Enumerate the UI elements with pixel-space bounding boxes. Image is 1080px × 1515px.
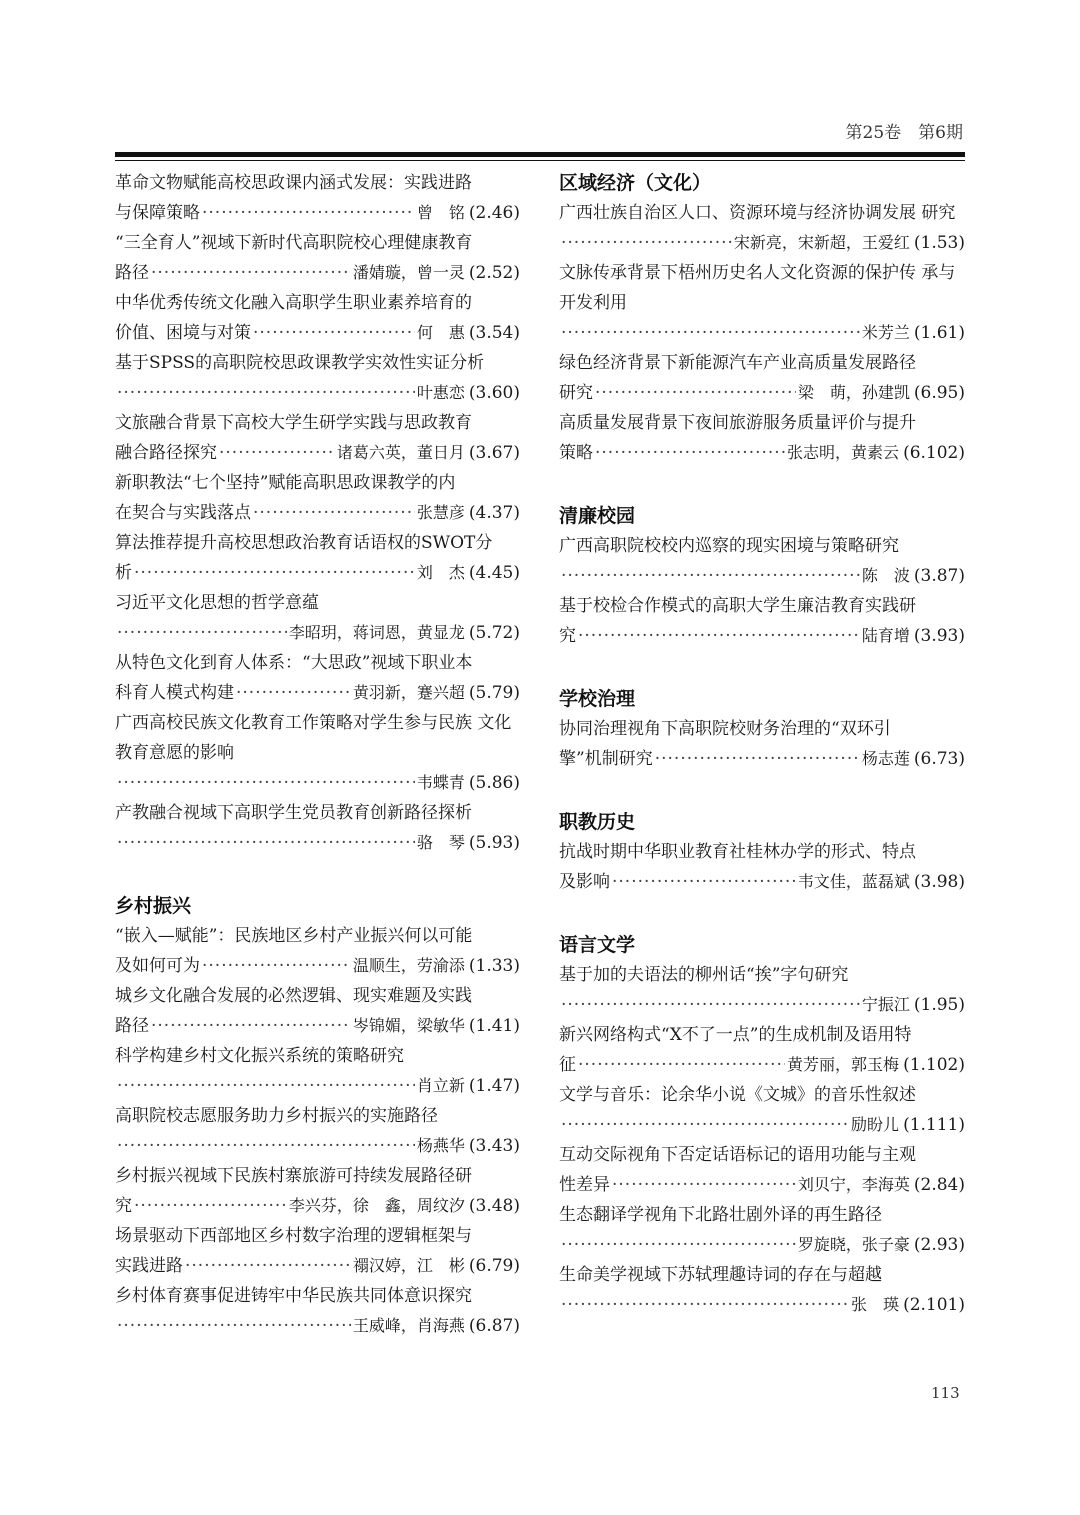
entry-title: 算法推荐提升高校思想政治教育话语权的SWOT分 [115,533,493,553]
entry-title: 产教融合视域下高职学生党员教育创新路径探析 [115,803,472,823]
entry-title-continuation: 擎”机制研究 [559,749,653,769]
entry-issue-page: (6.87) [468,1316,520,1336]
entry-title-continuation: 在契合与实践落点 [115,503,251,523]
entry-issue-page: (1.41) [468,1016,520,1036]
entry-byline [115,318,520,348]
entry-byline [559,1110,965,1140]
leader-dots [561,1290,849,1320]
entry-title: 从特色文化到育人体系：“大思政”视域下职业本 [115,653,473,673]
entry-issue-page: (6.102) [903,443,965,463]
entry-author: 潘婧璇，曾一灵 [352,263,465,282]
toc-entry [559,1020,965,1080]
entry-title: 习近平文化思想的哲学意蕴 [115,593,319,613]
entry-author: 禤汉婷，江 彬 [352,1256,465,1275]
leader-dots [151,1011,351,1041]
toc-entry [115,648,520,708]
entry-title: 城乡文化融合发展的必然逻辑、现实难题及实践 [115,986,472,1006]
entry-author: 励盼儿 [851,1115,900,1134]
toc-entry [559,714,965,774]
entry-title-continuation: 究 [559,626,576,646]
entry-title-continuation: 性差异 [559,1175,610,1195]
entry-title: 绿色经济背景下新能源汽车产业高质量发展路径 [559,353,916,373]
entry-title-continuation: 研究 [559,383,593,403]
toc-entry [559,1200,965,1260]
toc-entry [115,468,520,528]
entry-title: 协同治理视角下高职院校财务治理的“双环引 [559,719,891,739]
toc-entry [115,1101,520,1161]
entry-byline [115,951,520,981]
entry-author: 黄芳丽，郭玉梅 [787,1055,900,1074]
toc-entry [115,588,520,648]
leader-dots [561,990,860,1020]
leader-dots [612,867,796,897]
entry-byline [559,1290,965,1320]
entry-issue-page: (2.101) [903,1295,965,1315]
entry-byline [115,378,520,408]
leader-dots [202,951,351,981]
toc-entry [559,837,965,897]
entry-issue-page: (1.61) [913,323,965,343]
entry-author: 韦蝶青 [416,773,465,792]
entry-title: 抗战时期中华职业教育社桂林办学的形式、特点 [559,842,916,862]
entry-title: 乡村振兴视域下民族村寨旅游可持续发展路径研 [115,1166,472,1186]
entry-title-continuation: 及如何可为 [115,956,200,976]
entry-title: “嵌入—赋能”：民族地区乡村产业振兴何以可能 [115,926,473,946]
entry-byline [115,258,520,288]
entry-issue-page: (6.79) [468,1256,520,1276]
entry-issue-page: (1.53) [913,233,965,253]
entry-title-continuation: 与保障策略 [115,203,200,223]
entry-author: 王威峰，肖海燕 [352,1316,465,1335]
header-rule-thin [115,160,965,161]
entry-title: 场景驱动下西部地区乡村数字治理的逻辑框架与 [115,1226,472,1246]
entry-byline [559,867,965,897]
entry-byline [115,1191,520,1221]
entry-title: 基于校检合作模式的高职大学生廉洁教育实践研 [559,596,916,616]
entry-byline [115,768,520,798]
toc-entry [115,708,520,798]
entry-title: 文旅融合背景下高校大学生研学实践与思政教育 [115,413,472,433]
entry-issue-page: (3.93) [913,626,965,646]
toc-entry [115,528,520,588]
leader-dots [117,828,415,858]
leader-dots [134,1191,287,1221]
section-heading: 清廉校园 [559,505,636,527]
entry-author: 梁 萌，孙建凯 [797,383,910,402]
entry-issue-page: (5.79) [468,683,520,703]
toc-entry [115,1041,520,1101]
entry-author: 米芳兰 [861,323,910,342]
entry-title-continuation: 价值、困境与对策 [115,323,251,343]
section-heading: 区域经济（文化） [559,172,712,194]
toc-entry [115,981,520,1041]
entry-author: 韦文佳，蓝磊斌 [797,872,910,891]
entry-byline [115,678,520,708]
entry-author: 骆 琴 [416,833,465,852]
leader-dots [655,744,860,774]
leader-dots [561,1110,849,1140]
toc-entry [115,921,520,981]
entry-author: 杨燕华 [416,1136,465,1155]
entry-author: 张志明，黄素云 [787,443,900,462]
toc-entry [115,1281,520,1341]
entry-issue-page: (1.33) [468,956,520,976]
toc-entry [559,1080,965,1140]
entry-issue-page: (4.37) [468,503,520,523]
entry-title: 互动交际视角下否定话语标记的语用功能与主观 [559,1145,916,1165]
entry-issue-page: (1.102) [903,1055,965,1075]
entry-title: 中华优秀传统文化融入高职学生职业素养培育的 [115,293,472,313]
leader-dots [253,498,415,528]
entry-byline [559,318,965,348]
entry-issue-page: (1.111) [903,1115,965,1135]
entry-issue-page: (3.43) [468,1136,520,1156]
entry-author: 何 惠 [416,323,465,342]
leader-dots [561,1230,796,1260]
entry-issue-page: (6.95) [913,383,965,403]
entry-title: 基于SPSS的高职院校思政课教学实效性实证分析 [115,353,485,373]
entry-byline [559,1170,965,1200]
leader-dots [117,768,415,798]
entry-byline [559,1050,965,1080]
entry-title: 革命文物赋能高校思政课内涵式发展：实践进路 [115,173,472,193]
leader-dots [561,318,860,348]
entry-author: 肖立新 [416,1076,465,1095]
entry-issue-page: (2.46) [468,203,520,223]
entry-title: 生态翻译学视角下北路壮剧外译的再生路径 [559,1205,882,1225]
entry-issue-page: (4.45) [468,563,520,583]
issue-label: 第25卷 第6期 [845,123,963,143]
entry-author: 杨志莲 [861,749,910,768]
leader-dots [134,558,415,588]
entry-byline [559,228,965,258]
entry-byline [115,618,520,648]
entry-title: 广西壮族自治区人口、资源环境与经济协调发展 研究 [559,203,956,223]
entry-title: 高职院校志愿服务助力乡村振兴的实施路径 [115,1106,438,1126]
entry-byline [559,621,965,651]
entry-title-continuation: 究 [115,1196,132,1216]
entry-author: 黄羽新，蹇兴超 [352,683,465,702]
entry-title-continuation: 融合路径探究 [115,443,217,463]
leader-dots [236,678,351,708]
leader-dots [117,378,415,408]
entry-author: 宁振江 [861,995,910,1014]
entry-title: 广西高职院校校内巡察的现实困境与策略研究 [559,536,899,556]
entry-byline [559,744,965,774]
entry-title: 基于加的夫语法的柳州话“挨”字句研究 [559,965,849,985]
entry-author: 刘贝宁，李海英 [797,1175,910,1194]
entry-byline [115,438,520,468]
leader-dots [612,1170,796,1200]
entry-issue-page: (3.60) [468,383,520,403]
toc-entry [115,1161,520,1221]
entry-byline [115,1071,520,1101]
leader-dots [117,618,287,648]
entry-author: 曾 铭 [416,203,465,222]
toc-entry [115,168,520,228]
entry-title: 广西高校民族文化教育工作策略对学生参与民族 文化教育意愿的影响 [115,713,512,763]
section-heading: 职教历史 [559,811,636,833]
toc-entry [559,348,965,408]
leader-dots [578,621,860,651]
entry-author: 温顺生，劳渝添 [352,956,465,975]
leader-dots [117,1071,415,1101]
entry-byline [115,1131,520,1161]
section-heading: 语言文学 [559,934,636,956]
entry-title-continuation: 及影响 [559,872,610,892]
entry-issue-page: (1.47) [468,1076,520,1096]
entry-author: 李昭玥，蒋词恩，黄显龙 [288,623,465,642]
entry-title-continuation: 科育人模式构建 [115,683,234,703]
entry-byline [115,558,520,588]
entry-author: 陈 波 [861,566,910,585]
entry-title-continuation: 路径 [115,1016,149,1036]
entry-author: 刘 杰 [416,563,465,582]
entry-byline [559,990,965,1020]
toc-entry [115,348,520,408]
entry-issue-page: (2.52) [468,263,520,283]
entry-title-continuation: 路径 [115,263,149,283]
toc-entry [115,798,520,858]
entry-title: 新兴网络构式“X不了一点”的生成机制及语用特 [559,1025,912,1045]
toc-entry [559,1260,965,1320]
entry-title: 科学构建乡村文化振兴系统的策略研究 [115,1046,404,1066]
entry-issue-page: (6.73) [913,749,965,769]
toc-entry [559,591,965,651]
leader-dots [117,1311,351,1341]
entry-title: 高质量发展背景下夜间旅游服务质量评价与提升 [559,413,916,433]
toc-entry [559,258,965,348]
toc-entry [559,960,965,1020]
leader-dots [202,198,415,228]
leader-dots [117,1131,415,1161]
toc-entry [115,1221,520,1281]
entry-title: 文学与音乐：论余华小说《文城》的音乐性叙述 [559,1085,916,1105]
toc-entry [559,1140,965,1200]
page-number: 113 [931,1384,960,1402]
right-column [559,168,965,1320]
entry-title-continuation: 析 [115,563,132,583]
entry-author: 叶惠恋 [416,383,465,402]
entry-title: 乡村体育赛事促进铸牢中华民族共同体意识探究 [115,1286,472,1306]
entry-issue-page: (3.67) [468,443,520,463]
toc-entry [115,228,520,288]
entry-title: 文脉传承背景下梧州历史名人文化资源的保护传 承与开发利用 [559,263,956,313]
leader-dots [151,258,351,288]
entry-issue-page: (2.84) [913,1175,965,1195]
entry-byline [115,498,520,528]
entry-title-continuation: 策略 [559,443,593,463]
entry-byline [115,198,520,228]
entry-byline [559,438,965,468]
entry-author: 张 瑛 [851,1295,900,1314]
entry-issue-page: (5.72) [468,623,520,643]
entry-author: 罗旋晓，张子豪 [797,1235,910,1254]
entry-title-continuation: 征 [559,1055,576,1075]
toc-entry [115,288,520,348]
leader-dots [578,1050,785,1080]
leader-dots [185,1251,351,1281]
leader-dots [561,561,860,591]
toc-entry [559,531,965,591]
entry-issue-page: (3.98) [913,872,965,892]
entry-byline [559,378,965,408]
entry-author: 岑锦媚，梁敏华 [352,1016,465,1035]
entry-byline [115,1311,520,1341]
toc-entry [115,408,520,468]
header-rule-thick [115,152,965,157]
entry-issue-page: (3.54) [468,323,520,343]
entry-byline [115,828,520,858]
leader-dots [595,378,796,408]
entry-author: 李兴芬，徐 鑫，周纹汐 [288,1196,465,1215]
entry-byline [559,561,965,591]
entry-byline [115,1011,520,1041]
entry-author: 张慧彦 [416,503,465,522]
toc-entry [559,408,965,468]
section-heading: 学校治理 [559,688,636,710]
leader-dots [561,228,732,258]
leader-dots [253,318,415,348]
leader-dots [219,438,335,468]
entry-title: “三全育人”视域下新时代高职院校心理健康教育 [115,233,473,253]
toc-entry [559,198,965,258]
entry-author: 宋新亮，宋新超，王爱红 [733,233,910,252]
section-heading: 乡村振兴 [115,895,192,917]
entry-issue-page: (5.86) [468,773,520,793]
entry-author: 诸葛六英，董日月 [336,443,465,462]
entry-issue-page: (5.93) [468,833,520,853]
entry-issue-page: (3.48) [468,1196,520,1216]
entry-title-continuation: 实践进路 [115,1256,183,1276]
entry-author: 陆育增 [861,626,910,645]
entry-issue-page: (3.87) [913,566,965,586]
entry-title: 生命美学视域下苏轼理趣诗词的存在与超越 [559,1265,882,1285]
entry-issue-page: (1.95) [913,995,965,1015]
leader-dots [595,438,785,468]
entry-byline [559,1230,965,1260]
entry-title: 新职教法“七个坚持”赋能高职思政课教学的内 [115,473,456,493]
entry-issue-page: (2.93) [913,1235,965,1255]
left-column [115,168,520,1341]
entry-byline [115,1251,520,1281]
